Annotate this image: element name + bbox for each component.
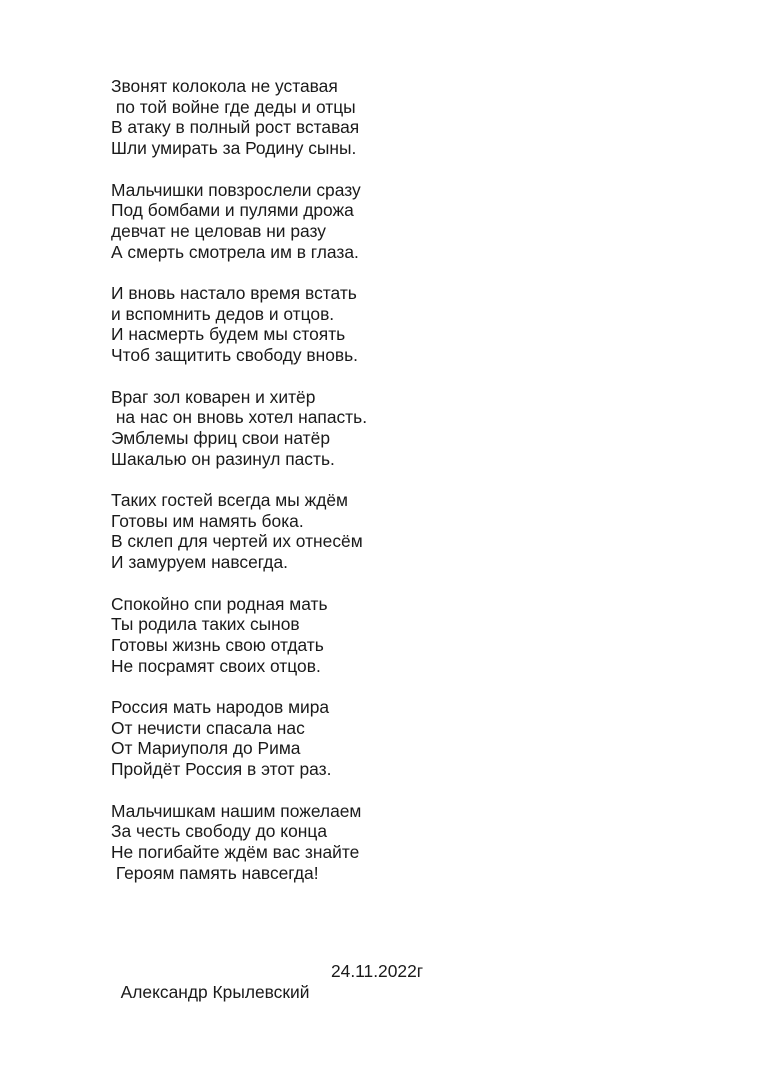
poem-line: В атаку в полный рост вставая <box>111 117 360 138</box>
poem-line: Чтоб защитить свободу вновь. <box>111 345 359 366</box>
stanza <box>111 180 367 263</box>
poem-line: Готовы жизнь свою отдать <box>111 634 324 655</box>
poem-line: И замуруем навсегда. <box>111 552 288 573</box>
signature-footer <box>111 961 424 1023</box>
poem-line: От нечисти спасала нас <box>111 717 305 738</box>
poem-line: А смерть смотрела им в глаза. <box>111 241 359 262</box>
poem-line: Готовы им намять бока. <box>111 510 304 531</box>
poem-line: За честь свободу до конца <box>111 821 327 842</box>
stanza <box>111 76 367 159</box>
poem-line: И насмерть будем мы стоять <box>111 324 346 345</box>
poem-line: Звонят колокола не уставая <box>111 76 338 96</box>
poem-line: Россия мать народов мира <box>111 697 330 717</box>
stanza <box>111 387 367 470</box>
poem-line: девчат не целовав ни разу <box>111 220 326 241</box>
poem-line: И вновь настало время встать <box>111 283 357 303</box>
author-name: Александр Крылевский <box>120 981 310 1002</box>
poem-line: и вспомнить дедов и отцов. <box>111 303 335 324</box>
poem-line: Мальчишки повзрослели сразу <box>111 179 361 200</box>
stanza <box>111 490 367 573</box>
poem <box>111 76 367 904</box>
poem-line: Таких гостей всегда мы ждём <box>111 490 348 510</box>
poem-line: В склеп для чертей их отнесём <box>111 531 363 552</box>
poem-line: по той войне где деды и отцы <box>111 96 356 117</box>
stanza <box>111 594 367 677</box>
date: 24.11.2022г <box>331 961 424 981</box>
poem-line: Не погибайте ждём вас знайте <box>111 841 360 862</box>
stanza <box>111 283 367 366</box>
poem-line: Эмблемы фриц свои натёр <box>111 427 330 448</box>
poem-line: Ты родила таких сынов <box>111 614 300 635</box>
poem-line: Пройдёт Россия в этот раз. <box>111 759 332 780</box>
poem-line: на нас он вновь хотел напасть. <box>111 407 368 428</box>
poem-line: Мальчишкам нашим пожелаем <box>111 800 362 821</box>
poem-line: Шли умирать за Родину сыны. <box>111 138 357 159</box>
poem-line: Шакалью он разинул пасть. <box>111 448 335 469</box>
stanza <box>111 801 367 884</box>
poem-line: Под бомбами и пулями дрожа <box>111 200 354 221</box>
poem-line: Героям память навсегда! <box>111 862 319 883</box>
poem-line: Враг зол коварен и хитёр <box>111 386 316 407</box>
poem-line: От Мариуполя до Рима <box>111 738 301 759</box>
poem-line: Спокойно спи родная мать <box>111 593 328 614</box>
stanza <box>111 697 367 780</box>
poem-line: Не посрамят своих отцов. <box>111 655 321 676</box>
